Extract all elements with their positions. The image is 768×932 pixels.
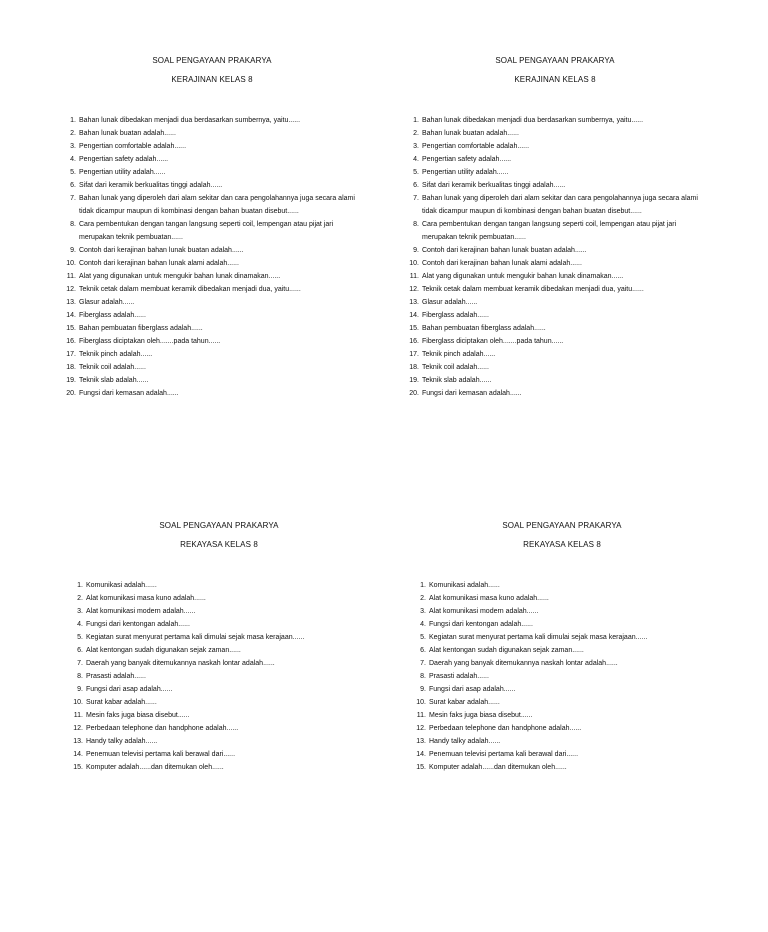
question-text: Fungsi dari kemasan adalah......: [422, 390, 522, 397]
question-item: [412, 670, 712, 683]
question-text: Prasasti adalah......: [86, 673, 146, 680]
question-number: 20.: [409, 390, 419, 397]
question-item: [412, 696, 712, 709]
question-item: [62, 374, 362, 387]
question-list: [412, 579, 712, 774]
question-number: 18.: [66, 364, 76, 371]
question-text: Teknik cetak dalam membuat keramik dibedakan menjadi dua, yaitu......: [79, 286, 301, 293]
question-text: Glasur adalah......: [422, 299, 478, 306]
question-list: [62, 114, 362, 400]
question-number: 4.: [77, 621, 83, 628]
question-item: [69, 592, 369, 605]
question-text: Bahan pembuatan fiberglass adalah......: [79, 325, 203, 332]
question-number: 12.: [416, 725, 426, 732]
question-number: 12.: [73, 725, 83, 732]
question-number: 3.: [420, 608, 426, 615]
question-list: [69, 579, 369, 774]
question-item: [405, 153, 705, 166]
question-number: 7.: [77, 660, 83, 667]
question-item: [405, 322, 705, 335]
question-text: Bahan lunak buatan adalah......: [422, 130, 519, 137]
question-number: 15.: [66, 325, 76, 332]
question-text: Alat yang digunakan untuk mengukir bahan lunak dinamakan......: [422, 273, 624, 280]
question-item: [62, 348, 362, 361]
worksheet-title: SOAL PENGAYAAN PRAKARYA: [502, 521, 622, 530]
question-item: [69, 761, 369, 774]
question-number: 7.: [413, 195, 419, 202]
question-text: Handy talky adalah......: [86, 738, 158, 745]
question-number: 2.: [420, 595, 426, 602]
question-number: 1.: [420, 582, 426, 589]
question-text: Surat kabar adalah......: [429, 699, 500, 706]
question-item: [62, 244, 362, 257]
question-number: 15.: [73, 764, 83, 771]
question-number: 12.: [66, 286, 76, 293]
question-text: Teknik coil adalah......: [79, 364, 146, 371]
question-text: Cara pembentukan dengan tangan langsung seperti coil, lempengan atau pijat jari merupakan teknik pembuatan......: [422, 221, 677, 241]
question-item: [405, 127, 705, 140]
question-text: Penemuan televisi pertama kali berawal dari......: [429, 751, 579, 758]
question-item: [405, 179, 705, 192]
question-text: Mesin faks juga biasa disebut......: [429, 712, 533, 719]
question-item: [412, 709, 712, 722]
question-item: [412, 618, 712, 631]
question-number: 13.: [416, 738, 426, 745]
question-text: Fungsi dari kemasan adalah......: [79, 390, 179, 397]
question-number: 5.: [77, 634, 83, 641]
question-number: 1.: [77, 582, 83, 589]
question-text: Alat komunikasi modern adalah......: [86, 608, 196, 615]
question-number: 4.: [413, 156, 419, 163]
question-text: Pengertian safety adalah......: [422, 156, 512, 163]
question-text: Daerah yang banyak ditemukannya naskah lontar adalah......: [86, 660, 275, 667]
worksheet-subtitle: KERAJINAN KELAS 8: [514, 75, 596, 84]
question-text: Teknik pinch adalah......: [422, 351, 496, 358]
question-text: Contoh dari kerajinan bahan lunak alami adalah......: [422, 260, 582, 267]
question-item: [69, 644, 369, 657]
question-number: 19.: [409, 377, 419, 384]
question-item: [62, 114, 362, 127]
question-item: [405, 114, 705, 127]
question-number: 6.: [77, 647, 83, 654]
question-number: 1.: [413, 117, 419, 124]
question-number: 13.: [73, 738, 83, 745]
question-text: Teknik slab adalah......: [79, 377, 149, 384]
question-text: Bahan lunak dibedakan menjadi dua berdasarkan sumbernya, yaitu......: [79, 117, 301, 124]
question-text: Mesin faks juga biasa disebut......: [86, 712, 190, 719]
question-number: 3.: [413, 143, 419, 150]
question-number: 11.: [73, 712, 83, 719]
question-text: Teknik cetak dalam membuat keramik dibedakan menjadi dua, yaitu......: [422, 286, 644, 293]
question-number: 6.: [420, 647, 426, 654]
question-item: [62, 270, 362, 283]
worksheet-subtitle: REKAYASA KELAS 8: [523, 540, 601, 549]
question-text: Alat komunikasi masa kuno adalah......: [429, 595, 549, 602]
question-number: 13.: [409, 299, 419, 306]
question-item: [62, 166, 362, 179]
question-number: 9.: [77, 686, 83, 693]
question-text: Contoh dari kerajinan bahan lunak buatan adalah......: [79, 247, 244, 254]
question-number: 3.: [77, 608, 83, 615]
question-text: Sifat dari keramik berkualitas tinggi adalah......: [422, 182, 566, 189]
question-number: 7.: [70, 195, 76, 202]
question-item: [412, 579, 712, 592]
question-text: Fiberglass diciptakan oleh.......pada tahun......: [79, 338, 221, 345]
question-item: [62, 153, 362, 166]
question-item: [405, 309, 705, 322]
question-number: 4.: [70, 156, 76, 163]
question-number: 16.: [66, 338, 76, 345]
question-text: Daerah yang banyak ditemukannya naskah lontar adalah......: [429, 660, 618, 667]
question-item: [405, 361, 705, 374]
question-item: [62, 361, 362, 374]
question-number: 19.: [66, 377, 76, 384]
question-item: [69, 748, 369, 761]
question-text: Komunikasi adalah......: [86, 582, 157, 589]
question-number: 5.: [413, 169, 419, 176]
question-text: Glasur adalah......: [79, 299, 135, 306]
question-item: [405, 296, 705, 309]
question-number: 18.: [409, 364, 419, 371]
question-item: [405, 166, 705, 179]
question-text: Bahan lunak yang diperoleh dari alam sekitar dan cara pengolahannya juga secara alami tidak dicampur maupun di kombinasi dengan bahan buatan disebut......: [79, 195, 355, 215]
question-number: 7.: [420, 660, 426, 667]
question-item: [412, 605, 712, 618]
question-number: 14.: [409, 312, 419, 319]
question-list: [405, 114, 705, 400]
question-number: 12.: [409, 286, 419, 293]
question-item: [69, 735, 369, 748]
question-text: Prasasti adalah......: [429, 673, 489, 680]
question-text: Pengertian safety adalah......: [79, 156, 169, 163]
question-number: 6.: [413, 182, 419, 189]
question-number: 9.: [420, 686, 426, 693]
question-number: 8.: [413, 221, 419, 228]
question-number: 5.: [70, 169, 76, 176]
question-number: 14.: [416, 751, 426, 758]
worksheet-subtitle: REKAYASA KELAS 8: [180, 540, 258, 549]
question-item: [69, 579, 369, 592]
question-text: Contoh dari kerajinan bahan lunak buatan adalah......: [422, 247, 587, 254]
question-text: Alat kentongan sudah digunakan sejak zaman......: [429, 647, 584, 654]
question-text: Bahan lunak yang diperoleh dari alam sekitar dan cara pengolahannya juga secara alami tidak dicampur maupun di kombinasi dengan bahan buatan disebut......: [422, 195, 698, 215]
question-number: 2.: [413, 130, 419, 137]
question-number: 8.: [420, 673, 426, 680]
question-item: [405, 374, 705, 387]
question-text: Alat komunikasi modern adalah......: [429, 608, 539, 615]
question-item: [69, 683, 369, 696]
question-number: 6.: [70, 182, 76, 189]
question-text: Perbedaan telephone dan handphone adalah......: [86, 725, 239, 732]
question-text: Alat komunikasi masa kuno adalah......: [86, 595, 206, 602]
question-text: Bahan lunak dibedakan menjadi dua berdasarkan sumbernya, yaitu......: [422, 117, 644, 124]
question-item: [62, 283, 362, 296]
question-text: Fungsi dari asap adalah......: [86, 686, 173, 693]
question-text: Teknik coil adalah......: [422, 364, 489, 371]
question-number: 5.: [420, 634, 426, 641]
question-item: [69, 618, 369, 631]
question-number: 13.: [66, 299, 76, 306]
question-item: [405, 335, 705, 348]
question-number: 14.: [66, 312, 76, 319]
question-text: Contoh dari kerajinan bahan lunak alami adalah......: [79, 260, 239, 267]
question-text: Alat kentongan sudah digunakan sejak zaman......: [86, 647, 241, 654]
question-item: [405, 218, 705, 244]
question-text: Fungsi dari kentongan adalah......: [429, 621, 533, 628]
question-number: 15.: [409, 325, 419, 332]
question-text: Fiberglass diciptakan oleh.......pada tahun......: [422, 338, 564, 345]
question-item: [412, 748, 712, 761]
question-item: [69, 631, 369, 644]
question-number: 11.: [416, 712, 426, 719]
question-item: [69, 670, 369, 683]
question-text: Penemuan televisi pertama kali berawal dari......: [86, 751, 236, 758]
question-text: Fiberglass adalah......: [422, 312, 489, 319]
question-item: [62, 387, 362, 400]
question-item: [412, 644, 712, 657]
question-item: [405, 270, 705, 283]
question-item: [412, 735, 712, 748]
question-item: [62, 127, 362, 140]
question-text: Teknik slab adalah......: [422, 377, 492, 384]
question-number: 9.: [70, 247, 76, 254]
question-text: Sifat dari keramik berkualitas tinggi adalah......: [79, 182, 223, 189]
question-text: Kegiatan surat menyurat pertama kali dimulai sejak masa kerajaan......: [429, 634, 648, 641]
question-item: [412, 722, 712, 735]
question-text: Komputer adalah......dan ditemukan oleh......: [429, 764, 567, 771]
question-item: [412, 592, 712, 605]
worksheet-subtitle: KERAJINAN KELAS 8: [171, 75, 253, 84]
question-number: 14.: [73, 751, 83, 758]
question-number: 2.: [77, 595, 83, 602]
question-text: Handy talky adalah......: [429, 738, 501, 745]
question-number: 17.: [409, 351, 419, 358]
question-item: [62, 140, 362, 153]
question-text: Bahan pembuatan fiberglass adalah......: [422, 325, 546, 332]
question-number: 9.: [413, 247, 419, 254]
question-item: [62, 322, 362, 335]
question-text: Surat kabar adalah......: [86, 699, 157, 706]
question-item: [412, 761, 712, 774]
question-text: Cara pembentukan dengan tangan langsung seperti coil, lempengan atau pijat jari merupakan teknik pembuatan......: [79, 221, 334, 241]
question-text: Pengertian comfortable adalah......: [422, 143, 530, 150]
question-number: 10.: [409, 260, 419, 267]
question-text: Kegiatan surat menyurat pertama kali dimulai sejak masa kerajaan......: [86, 634, 305, 641]
question-text: Pengertian utility adalah......: [422, 169, 509, 176]
question-item: [69, 605, 369, 618]
question-number: 2.: [70, 130, 76, 137]
question-number: 20.: [66, 390, 76, 397]
question-number: 16.: [409, 338, 419, 345]
question-text: Alat yang digunakan untuk mengukir bahan lunak dinamakan......: [79, 273, 281, 280]
question-text: Komunikasi adalah......: [429, 582, 500, 589]
question-number: 10.: [73, 699, 83, 706]
question-text: Fiberglass adalah......: [79, 312, 146, 319]
question-item: [62, 296, 362, 309]
question-item: [405, 192, 705, 218]
question-item: [69, 657, 369, 670]
worksheet-title: SOAL PENGAYAAN PRAKARYA: [159, 521, 279, 530]
question-number: 8.: [70, 221, 76, 228]
question-item: [69, 696, 369, 709]
question-number: 17.: [66, 351, 76, 358]
question-item: [412, 631, 712, 644]
question-item: [69, 709, 369, 722]
question-item: [405, 257, 705, 270]
question-item: [405, 387, 705, 400]
question-number: 3.: [70, 143, 76, 150]
question-item: [62, 257, 362, 270]
question-text: Fungsi dari asap adalah......: [429, 686, 516, 693]
question-number: 15.: [416, 764, 426, 771]
question-item: [405, 140, 705, 153]
worksheet-title: SOAL PENGAYAAN PRAKARYA: [495, 56, 615, 65]
question-item: [405, 283, 705, 296]
question-number: 11.: [66, 273, 76, 280]
question-text: Perbedaan telephone dan handphone adalah......: [429, 725, 582, 732]
question-text: Komputer adalah......dan ditemukan oleh......: [86, 764, 224, 771]
question-number: 10.: [66, 260, 76, 267]
question-item: [412, 657, 712, 670]
question-number: 1.: [70, 117, 76, 124]
question-number: 8.: [77, 673, 83, 680]
worksheet-title: SOAL PENGAYAAN PRAKARYA: [152, 56, 272, 65]
question-item: [62, 335, 362, 348]
question-item: [62, 309, 362, 322]
question-number: 10.: [416, 699, 426, 706]
question-item: [69, 722, 369, 735]
question-text: Pengertian utility adalah......: [79, 169, 166, 176]
question-item: [62, 218, 362, 244]
question-item: [62, 179, 362, 192]
question-item: [405, 348, 705, 361]
question-text: Fungsi dari kentongan adalah......: [86, 621, 190, 628]
question-item: [405, 244, 705, 257]
question-text: Teknik pinch adalah......: [79, 351, 153, 358]
question-number: 4.: [420, 621, 426, 628]
question-item: [62, 192, 362, 218]
question-item: [412, 683, 712, 696]
question-text: Bahan lunak buatan adalah......: [79, 130, 176, 137]
question-text: Pengertian comfortable adalah......: [79, 143, 187, 150]
question-number: 11.: [409, 273, 419, 280]
